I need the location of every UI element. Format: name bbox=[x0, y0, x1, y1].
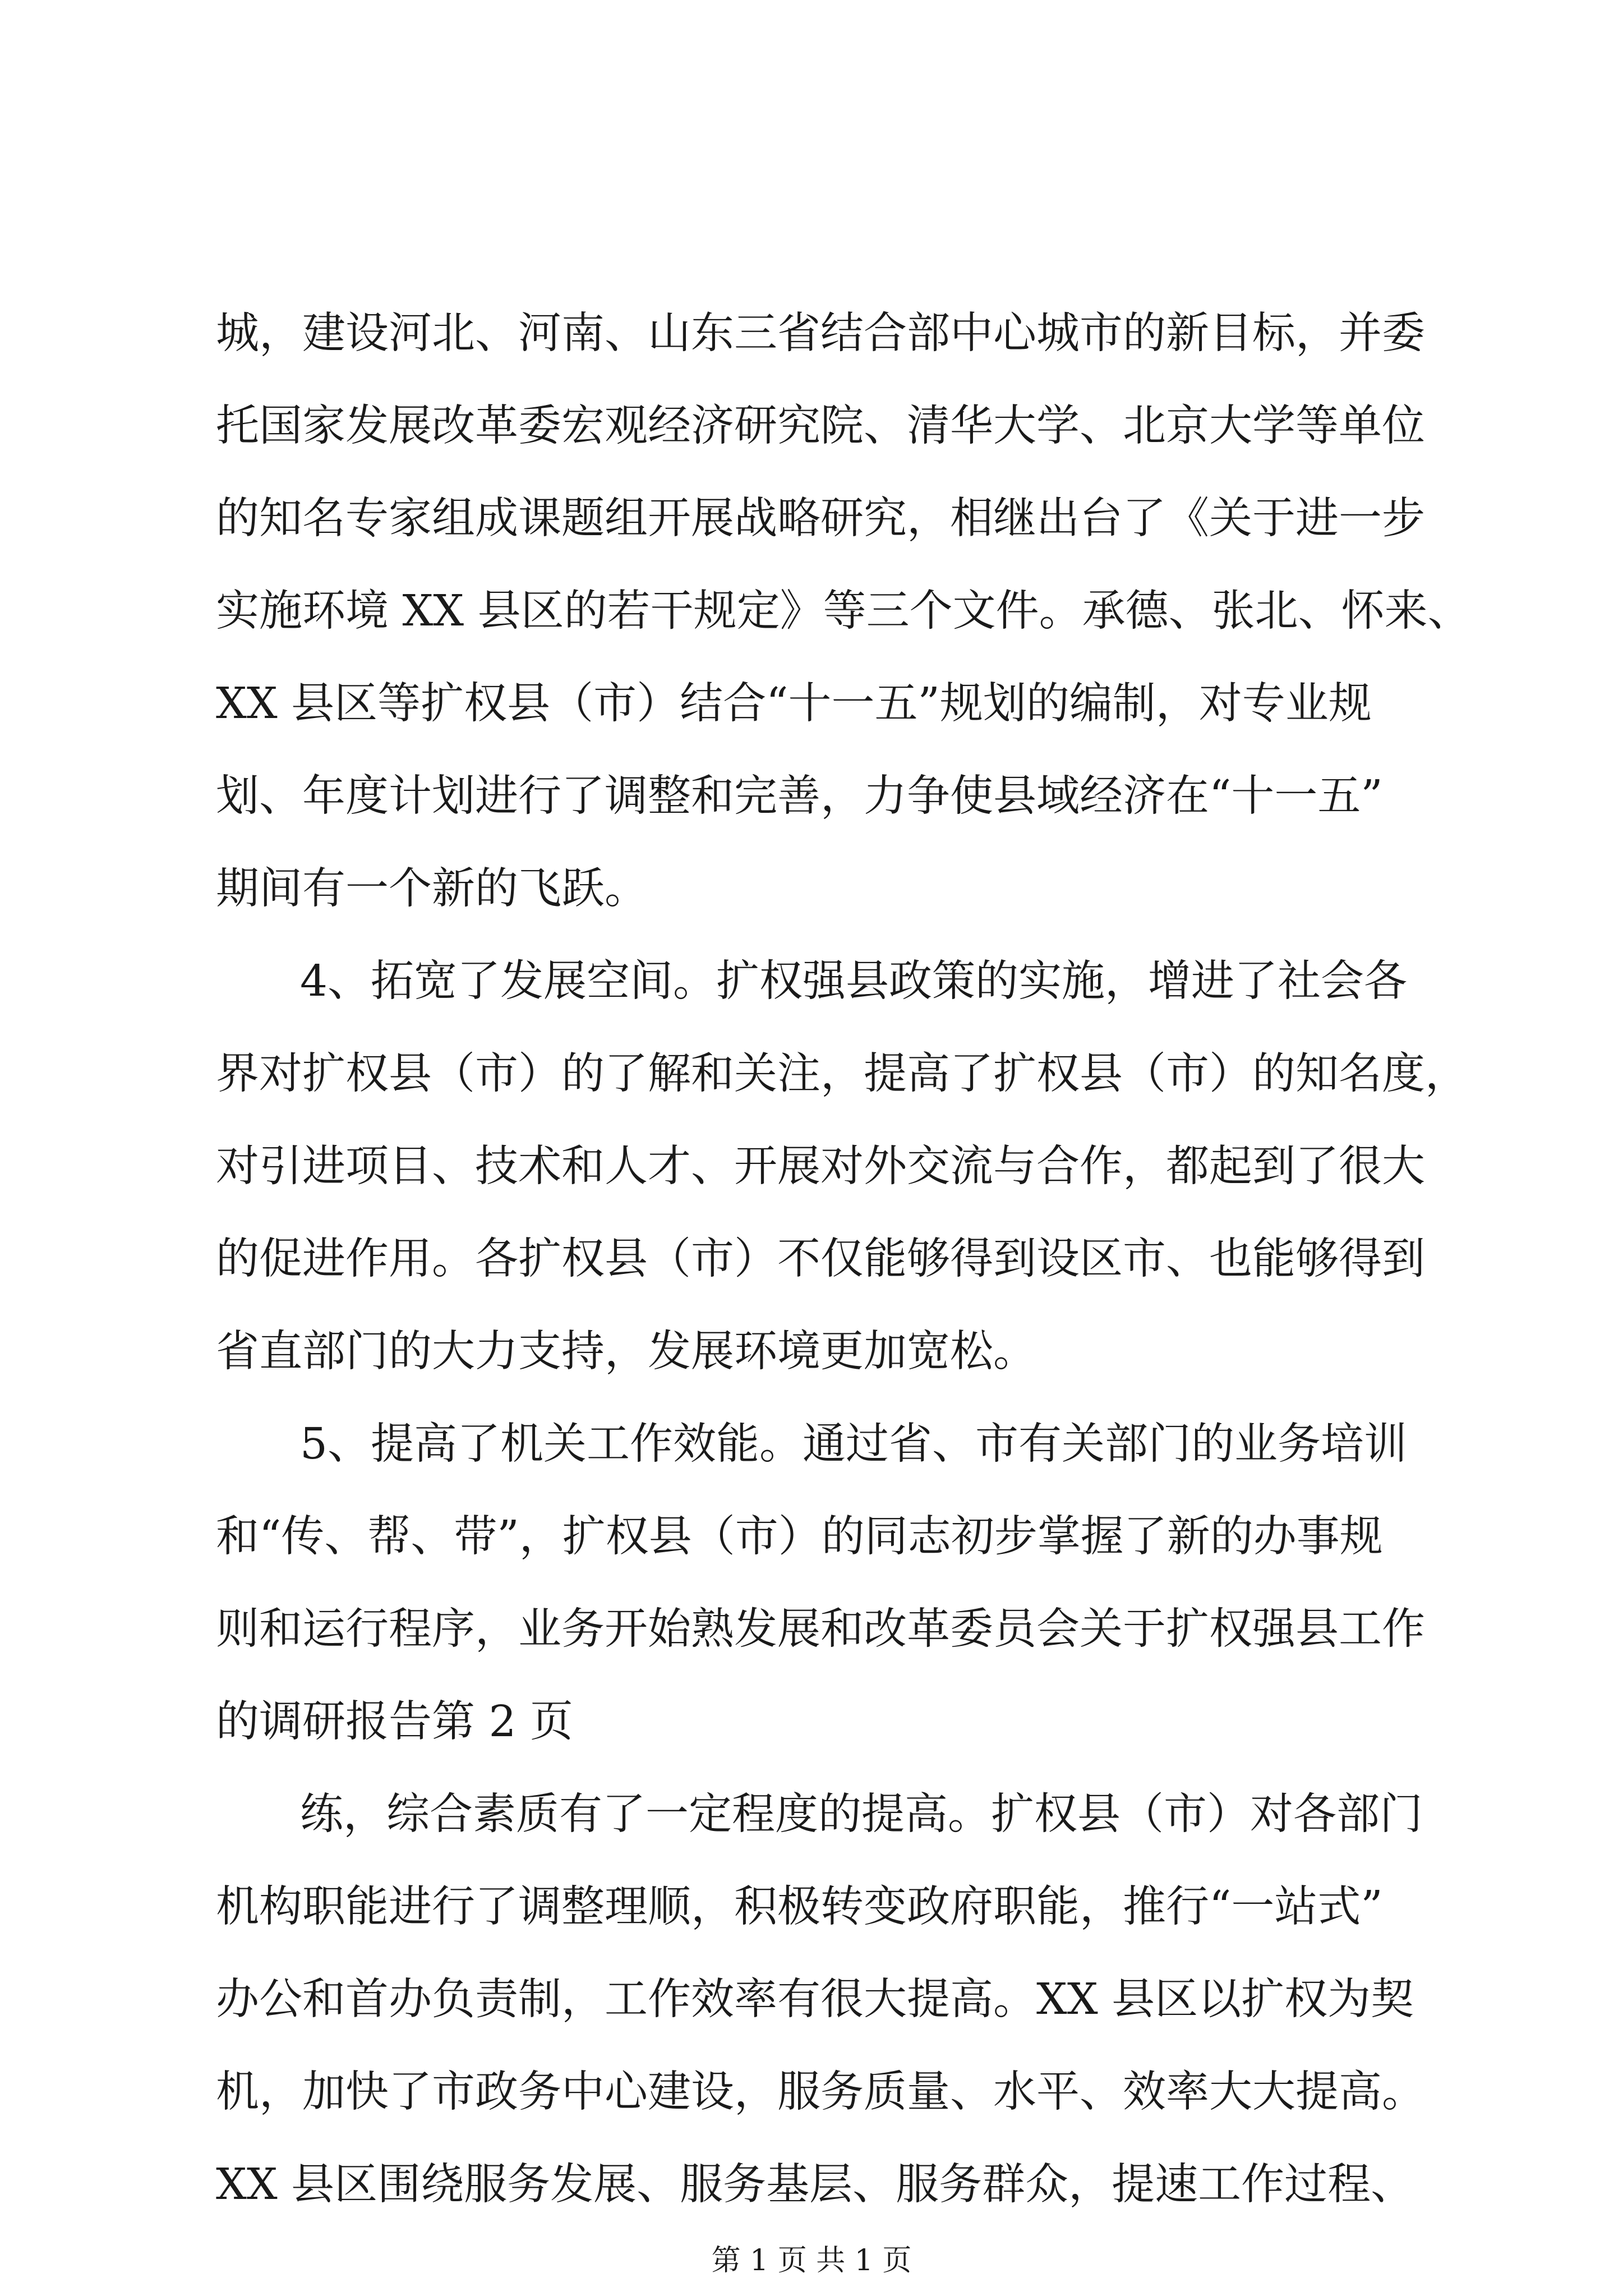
text-line: 办公和首办负责制，工作效率有很大提高。XX 县区以扩权为契 bbox=[216, 1975, 1414, 2024]
text-line: 的知名专家组成课题组开展战略研究，相继出台了《关于进一步 bbox=[216, 494, 1425, 544]
text-line: 则和运行程序，业务开始熟发展和改革委员会关于扩权强县工作 bbox=[216, 1604, 1425, 1654]
text-line: 的促进作用。各扩权县（市）不仅能够得到设区市、也能够得到 bbox=[216, 1234, 1425, 1284]
text-line: 界对扩权县（市）的了解和关注，提高了扩权县（市）的知名度， bbox=[216, 1049, 1468, 1099]
text-line: 托国家发展改革委宏观经济研究院、清华大学、北京大学等单位 bbox=[216, 401, 1425, 451]
text-line: 机，加快了市政务中心建设，服务质量、水平、效率大大提高。 bbox=[216, 2067, 1425, 2117]
paragraph-start-line: 5、提高了机关工作效能。通过省、市有关部门的业务培训 bbox=[300, 1419, 1407, 1469]
text-line: 和“传、帮、带”，扩权县（市）的同志初步掌握了新的办事规 bbox=[216, 1512, 1383, 1562]
paragraph-start-line: 4、拓宽了发展空间。扩权强县政策的实施，增进了社会各 bbox=[300, 956, 1407, 1006]
text-line: XX 县区等扩权县（市）结合“十一五”规划的编制，对专业规 bbox=[216, 679, 1372, 729]
text-line: 对引进项目、技术和人才、开展对外交流与合作，都起到了很大 bbox=[216, 1142, 1425, 1191]
text-line: 实施环境 XX 县区的若干规定》等三个文件。承德、张北、怀来、 bbox=[216, 586, 1471, 636]
text-line: 划、年度计划进行了调整和完善，力争使县域经济在“十一五” bbox=[216, 771, 1383, 821]
text-line: 的调研报告第 2 页 bbox=[216, 1697, 573, 1747]
text-line: 省直部门的大力支持，发展环境更加宽松。 bbox=[216, 1327, 1036, 1377]
text-line: 机构职能进行了调整理顺，积极转变政府职能，推行“一站式” bbox=[216, 1882, 1383, 1932]
page-footer: 第 1 页 共 1 页 bbox=[711, 2244, 912, 2277]
text-line: XX 县区围绕服务发展、服务基层、服务群众，提速工作过程、 bbox=[216, 2160, 1414, 2210]
paragraph-start-line: 练，综合素质有了一定程度的提高。扩权县（市）对各部门 bbox=[300, 1789, 1423, 1839]
text-line: 期间有一个新的飞跃。 bbox=[216, 864, 648, 914]
text-line: 城，建设河北、河南、山东三省结合部中心城市的新目标，并委 bbox=[216, 309, 1425, 358]
